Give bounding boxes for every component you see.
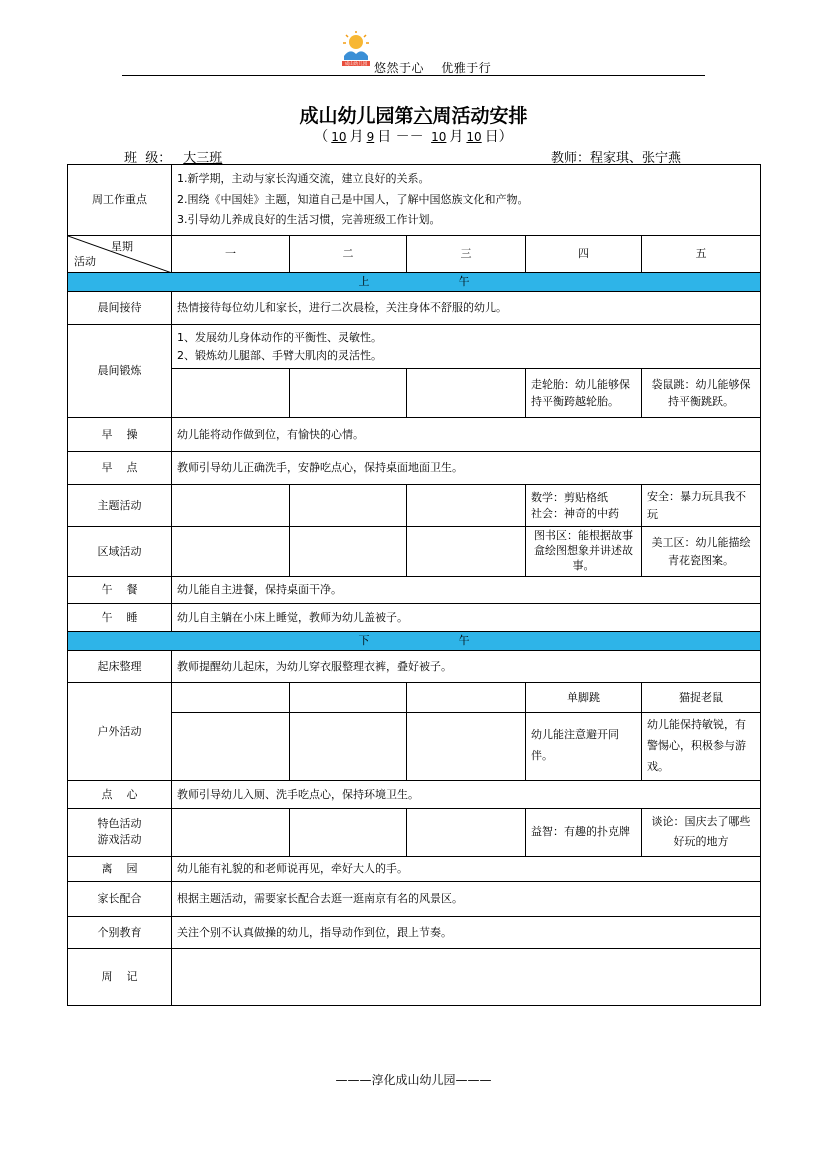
morning-exercise-text: 幼儿能将动作做到位，有愉快的心情。	[172, 418, 761, 452]
outdoor-text-row	[68, 713, 761, 781]
exercise-goals	[172, 325, 761, 369]
leave-label: 离 园	[68, 856, 172, 881]
exercise-fri: 袋鼠跳：幼儿能够保持平衡跳跃。	[642, 369, 761, 418]
individual-row	[68, 916, 761, 948]
parents-label: 家长配合	[68, 881, 172, 916]
morning-band-left: 上	[358, 275, 370, 289]
area-fri: 美工区：幼儿能描绘青花瓷图案。	[642, 527, 761, 577]
lunch-row	[68, 577, 761, 604]
week-focus-row	[68, 165, 761, 236]
wakeup-row	[68, 651, 761, 683]
outdoor-mon	[172, 713, 290, 781]
snack-pm-text: 教师引导幼儿入厕、洗手吃点心，保持环境卫生。	[172, 780, 761, 808]
wakeup-text: 教师提醒幼儿起床，为幼儿穿衣服整理衣裤，叠好被子。	[172, 651, 761, 683]
wakeup-label: 起床整理	[68, 651, 172, 683]
special-label	[68, 808, 172, 856]
snack-am-row	[68, 452, 761, 485]
notes-text	[172, 948, 761, 1005]
special-wed	[407, 808, 526, 856]
weekday-header-row	[68, 236, 761, 273]
special-label-2: 游戏活动	[97, 833, 142, 847]
class-label: 班 级：	[124, 151, 172, 166]
parents-row	[68, 881, 761, 916]
nap-label: 午 睡	[68, 604, 172, 632]
date-separator: －－	[391, 129, 429, 145]
area-label: 区域活动	[68, 527, 172, 577]
day-wednesday: 三	[407, 236, 526, 273]
outdoor-fri-text: 幼儿能保持敏锐，有警惕心，积极参与游戏。	[642, 713, 761, 781]
start-month: 10	[331, 130, 347, 144]
week-focus-item: 2.围绕《中国娃》主题，知道自己是中国人，了解中国悠族文化和产物。	[177, 192, 529, 206]
theme-fri: 安全：暴力玩具我不玩	[642, 485, 761, 527]
header-divider	[122, 75, 705, 76]
outdoor-wed	[407, 713, 526, 781]
area-tue	[290, 527, 407, 577]
page-title	[0, 101, 827, 128]
notes-label: 周 记	[68, 948, 172, 1005]
reception-text: 热情接待每位幼儿和家长，进行二次晨检，关注身体不舒服的幼儿。	[172, 292, 761, 325]
morning-band-right: 午	[458, 275, 470, 289]
area-mon	[172, 527, 290, 577]
reception-label: 晨间接待	[68, 292, 172, 325]
reception-row	[68, 292, 761, 325]
individual-label: 个别教育	[68, 916, 172, 948]
footer: ———淳化成山幼儿园———	[335, 1073, 492, 1087]
outdoor-mon-title	[172, 683, 290, 713]
exercise-mon	[172, 369, 290, 418]
theme-wed	[407, 485, 526, 527]
theme-tue	[290, 485, 407, 527]
outdoor-wed-title	[407, 683, 526, 713]
morning-band	[68, 273, 761, 292]
snack-pm-row	[68, 780, 761, 808]
snack-am-label: 早 点	[68, 452, 172, 485]
morning-exercise-row	[68, 418, 761, 452]
special-fri: 谈论：国庆去了哪些好玩的地方	[642, 808, 761, 856]
afternoon-band-right: 午	[458, 634, 470, 648]
date-open: （	[314, 129, 329, 145]
theme-label: 主题活动	[68, 485, 172, 527]
individual-text: 关注个别不认真做操的幼儿，指导动作到位，跟上节奏。	[172, 916, 761, 948]
weekday-diagonal-cell	[68, 236, 172, 273]
exercise-goal: 2、锻炼幼儿腿部、手臂大肌肉的灵活性。	[177, 348, 382, 362]
day-friday: 五	[642, 236, 761, 273]
theme-thu-2: 社会：神奇的中药	[531, 506, 619, 520]
day-monday: 一	[172, 236, 290, 273]
teacher-info: 教师：程家琪、张宁燕	[551, 151, 682, 166]
title-prefix: 成山幼儿园第	[299, 105, 414, 127]
area-row	[68, 527, 761, 577]
start-month-char: 月	[349, 129, 364, 145]
week-focus-item: 3.引导幼儿养成良好的生活习惯，完善班级工作计划。	[177, 213, 441, 227]
kindergarten-logo	[338, 30, 374, 70]
end-month: 10	[431, 130, 447, 144]
class-value: 大三班	[183, 151, 223, 166]
theme-mon	[172, 485, 290, 527]
outdoor-thu-text: 幼儿能注意避开同伴。	[526, 713, 642, 781]
lunch-text: 幼儿能自主进餐，保持桌面干净。	[172, 577, 761, 604]
svg-text:成山幼儿园: 成山幼儿园	[344, 62, 368, 67]
nap-row	[68, 604, 761, 632]
outdoor-tue	[290, 713, 407, 781]
outdoor-title-row	[68, 683, 761, 713]
activity-label: 活动	[74, 254, 96, 268]
snack-am-text: 教师引导幼儿正确洗手，安静吃点心，保持桌面地面卫生。	[172, 452, 761, 485]
leave-row	[68, 856, 761, 881]
lunch-label: 午 餐	[68, 577, 172, 604]
special-mon	[172, 808, 290, 856]
title-week: 六	[413, 105, 433, 127]
day-tuesday: 二	[290, 236, 407, 273]
theme-thu-1: 数学：剪贴格纸	[531, 491, 608, 505]
motto: 悠然于心 优雅于行	[374, 61, 492, 75]
exercise-tue	[290, 369, 407, 418]
outdoor-thu-title: 单脚跳	[526, 683, 642, 713]
start-day-char: 日	[377, 129, 392, 145]
parents-text: 根据主题活动，需要家长配合去逛一逛南京有名的风景区。	[172, 881, 761, 916]
outdoor-fri-title: 猫捉老鼠	[642, 683, 761, 713]
exercise-label: 晨间锻炼	[68, 325, 172, 418]
week-focus-label: 周工作重点	[68, 165, 172, 236]
date-range	[0, 126, 827, 146]
day-thursday: 四	[526, 236, 642, 273]
end-day: 10	[466, 130, 482, 144]
schedule-table	[67, 164, 761, 1006]
date-close: 日）	[484, 129, 513, 145]
exercise-days-row	[68, 369, 761, 418]
morning-exercise-label: 早 操	[68, 418, 172, 452]
special-label-1: 特色活动	[97, 816, 142, 830]
title-suffix: 周活动安排	[432, 105, 528, 127]
notes-row	[68, 948, 761, 1005]
afternoon-band-left: 下	[358, 634, 370, 648]
outdoor-tue-title	[290, 683, 407, 713]
area-wed	[407, 527, 526, 577]
special-row	[68, 808, 761, 856]
week-label: 星期	[111, 240, 133, 253]
special-tue	[290, 808, 407, 856]
exercise-goal: 1、发展幼儿身体动作的平衡性、灵敏性。	[177, 331, 382, 345]
start-day: 9	[366, 130, 375, 144]
end-month-char: 月	[449, 129, 464, 145]
week-focus-content	[172, 165, 761, 236]
theme-thu	[526, 485, 642, 527]
snack-pm-label: 点 心	[68, 780, 172, 808]
leave-text: 幼儿能有礼貌的和老师说再见，牵好大人的手。	[172, 856, 761, 881]
theme-row	[68, 485, 761, 527]
exercise-thu: 走轮胎：幼儿能够保持平衡跨越轮胎。	[526, 369, 642, 418]
exercise-goals-row	[68, 325, 761, 369]
special-thu: 益智：有趣的扑克牌	[526, 808, 642, 856]
area-thu: 图书区：能根据故事盒绘图想象并讲述故事。	[526, 527, 642, 577]
week-focus-item: 1.新学期，主动与家长沟通交流，建立良好的关系。	[177, 171, 430, 185]
afternoon-band	[68, 632, 761, 651]
exercise-wed	[407, 369, 526, 418]
nap-text: 幼儿自主躺在小床上睡觉，教师为幼儿盖被子。	[172, 604, 761, 632]
outdoor-label: 户外活动	[68, 683, 172, 781]
